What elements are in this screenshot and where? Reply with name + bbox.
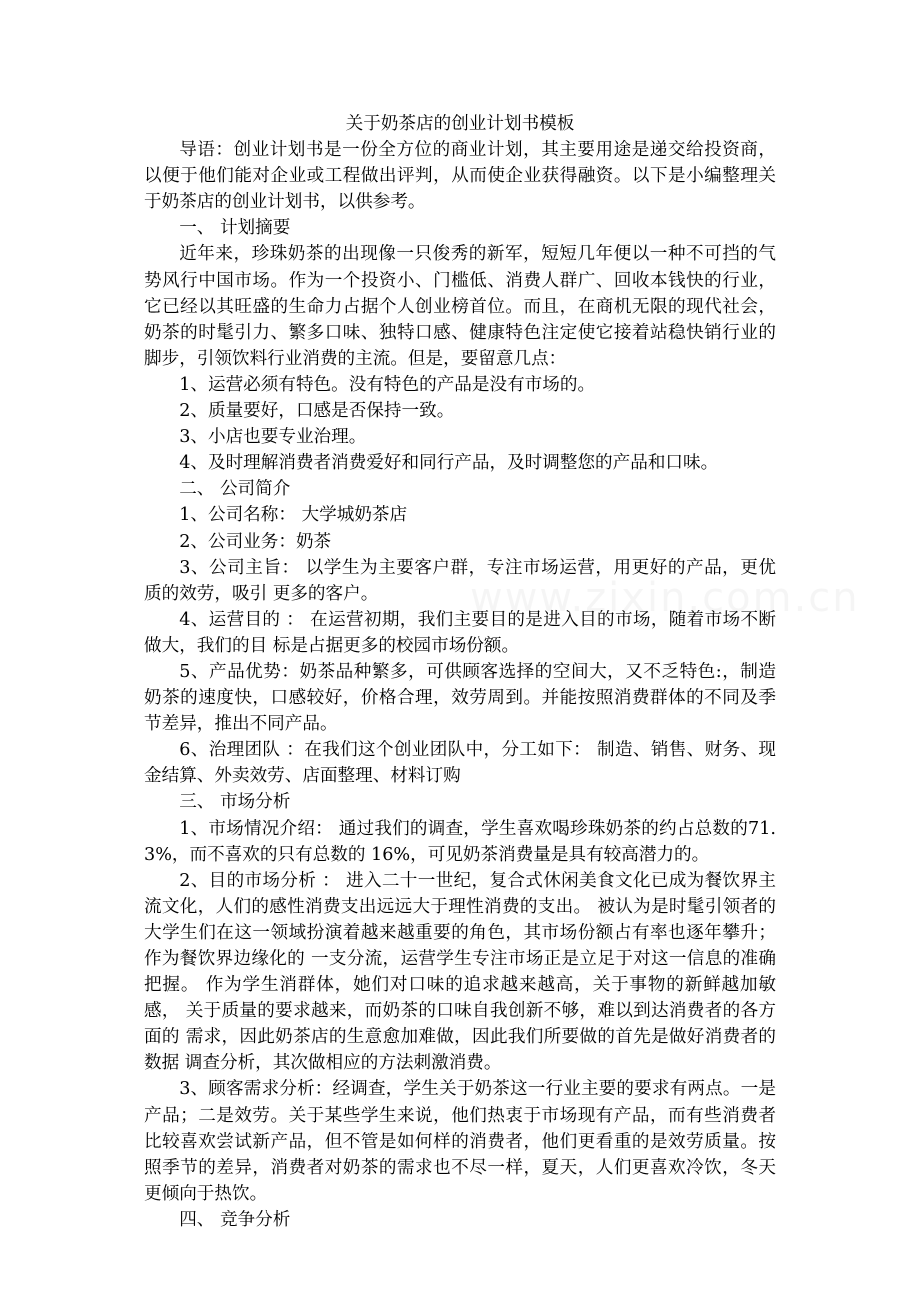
summary-point-2: 2、质量要好，口感是否保持一致。 xyxy=(179,401,455,422)
document-title: 关于奶茶店的创业计划书模板 xyxy=(345,114,575,134)
market-target-item: 2、目的市场分析 ： 进入二十一世纪，复合式休闲美食文化已成为餐饮界主流文化，人们的感性消费支出远远大于理性消费的支出。 被认为是时髦引领者的大学生们在这一领域扮演着越来越重要的角色，其市场份额占有率也逐年攀升；作为餐饮界边缘化的 一支分流，运营学生专注市场正是立足于对这一信息的准确把握。 作为学生消群体，她们对口味的追求越来越高，关于事物的新鲜越加敏感， 关于质量的要求越来，而奶茶的口味自我创新不够，难以到达消费者的各方面的 需求，因此奶茶店的生意愈加难做，因此我们所要做的首先是做好消费者的数据 调查分析，其次做相应的方法刺激消费。 xyxy=(144,870,776,1074)
section-heading-summary: 一、 计划摘要 xyxy=(179,218,291,239)
company-name-item: 1、公司名称： 大学城奶茶店 xyxy=(179,505,408,526)
section-heading-competition: 四、 竞争分析 xyxy=(179,1209,291,1230)
section-heading-company: 二、 公司简介 xyxy=(179,479,291,500)
market-intro-item: 1、市场情况介绍： 通过我们的调查，学生喜欢喝珍珠奶茶的约占总数的71.3%，而不喜欢的只有总数的 16%，可见奶茶消费量是具有较高潜力的。 xyxy=(144,818,776,865)
summary-point-1: 1、运营必须有特色。没有特色的产品是没有市场的。 xyxy=(179,374,596,395)
intro-paragraph: 导语：创业计划书是一份全方位的商业计划，其主要用途是递交给投资商，以便于他们能对企业或工程做出评判，从而使企业获得融资。以下是小编整理关于奶茶店的创业计划书，以供参考。 xyxy=(144,140,776,213)
summary-point-4: 4、及时理解消费者消费爱好和同行产品，及时调整您的产品和口味。 xyxy=(179,453,719,474)
company-team-item: 6、治理团队 ：在我们这个创业团队中，分工如下： 制造、销售、财务、现金结算、外卖效劳、店面整理、材料订购 xyxy=(144,740,776,787)
summary-paragraph: 近年来，珍珠奶茶的出现像一只俊秀的新军，短短几年便以一种不可挡的气 势风行中国市场。作为一个投资小、门槛低、消费人群广、回收本钱快的行业，它已经以其旺盛的生命力占据个人创业榜首位。而且，在商机无限的现代社会， 奶茶的时髦引力、繁多口味、独特口感、健康特色注定使它接着站稳快销行业的 脚步，引领饮料行业消费的主流。但是，要留意几点： xyxy=(144,244,776,369)
section-heading-market: 三、 市场分析 xyxy=(179,792,291,813)
company-business-item: 2、公司业务：奶茶 xyxy=(179,531,332,552)
summary-point-3: 3、小店也要专业治理。 xyxy=(179,427,367,448)
company-goal-item: 4、运营目的 ： 在运营初期，我们主要目的是进入目的市场，随着市场不断做大，我们的目 标是占据更多的校园市场份额。 xyxy=(144,609,776,656)
company-advantage-item: 5、产品优势：奶茶品种繁多，可供顾客选择的空间大，又不乏特色:，制造奶茶的速度快，口感较好，价格合理，效劳周到。并能按照消费群体的不同及季节差异，推出不同产品。 xyxy=(144,661,776,735)
document-body xyxy=(144,111,776,1233)
market-demand-item: 3、顾客需求分析：经调查，学生关于奶茶这一行业主要的要求有两点。一是产品；二是效劳。关于某些学生来说，他们热衷于市场现有产品，而有些消费者比较喜欢尝试新产品，但不管是如何样的消费者，他们更看重的是效劳质量。按照季节的差异，消费者对奶茶的需求也不尽一样，夏天，人们更喜欢冷饮，冬天更倾向于热饮。 xyxy=(144,1079,776,1204)
company-purpose-item: 3、公司主旨： 以学生为主要客户群，专注市场运营，用更好的产品，更优质的效劳，吸引 更多的客户。 xyxy=(144,557,776,604)
